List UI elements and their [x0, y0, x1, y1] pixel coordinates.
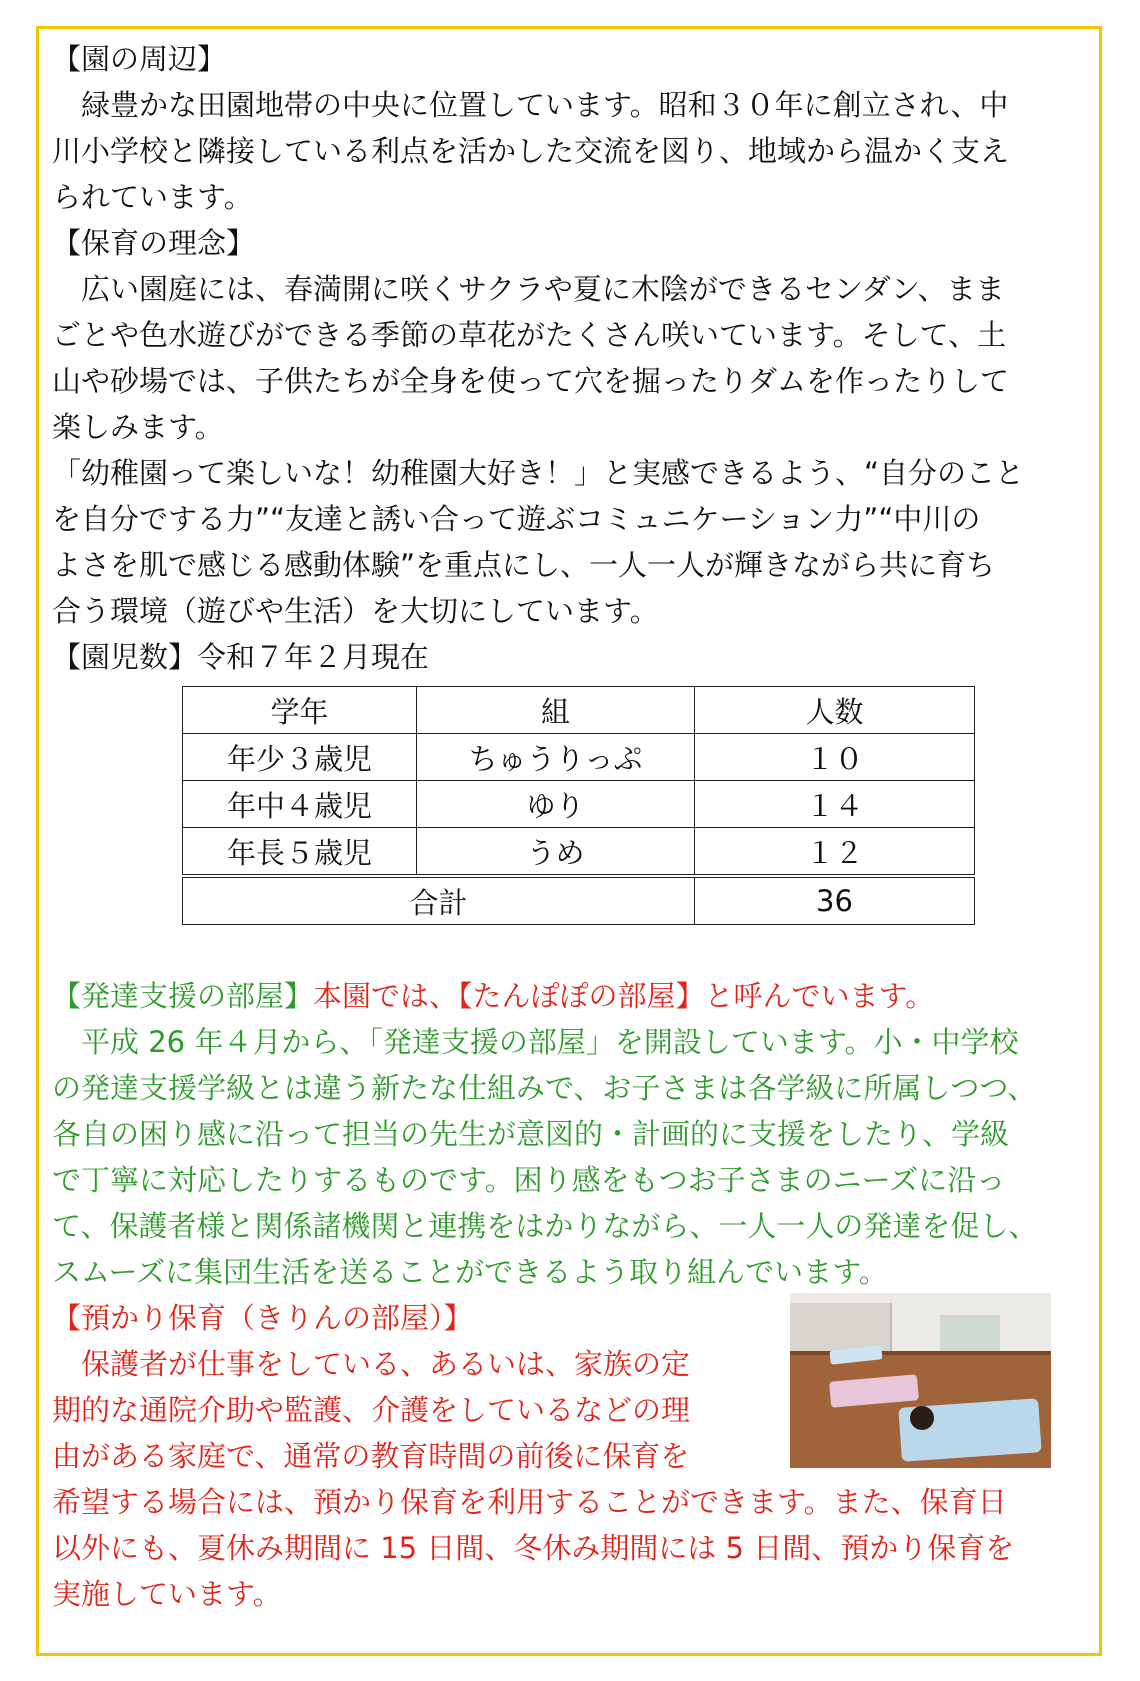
enrollment-table: [182, 686, 975, 925]
support-line: の発達支援学級とは違う新たな仕組みで、お子さまは各学級に所属しつつ、: [52, 1071, 1037, 1105]
philosophy-line: を自分でする力”“友達と誘い合って遊ぶコミュニケーション力”“中川の: [52, 502, 981, 536]
support-heading: 【発達支援の部屋】: [52, 979, 314, 1013]
enrollment-as-of: 令和７年２月現在: [197, 640, 430, 674]
support-line: スムーズに集団生活を送ることができるよう取り組んでいます。: [52, 1255, 888, 1289]
total-label: 合計: [183, 876, 695, 925]
support-heading-rest: 本園では、【たんぽぽの部屋】と呼んでいます。: [313, 979, 935, 1013]
photo-sleeping-child: [910, 1406, 934, 1430]
support-line: 平成 26 年４月から、「発達支援の部屋」を開設しています。小・中学校: [81, 1025, 1019, 1059]
childcare-line: 実施しています。: [52, 1577, 282, 1611]
support-line: で丁寧に対応したりするものです。困り感をもつお子さまのニーズに沿っ: [52, 1163, 1006, 1197]
childcare-line: 希望する場合には、預かり保育を利用することができます。また、保育日: [52, 1485, 1007, 1519]
column-header-class: 組: [417, 687, 695, 734]
philosophy-line: よさを肌で感じる感動体験”を重点にし、一人一人が輝きながら共に育ち: [52, 548, 996, 582]
grade-cell: 年長５歳児: [183, 828, 417, 877]
count-cell: １４: [695, 781, 975, 828]
surroundings-heading: 【園の周辺】: [52, 42, 227, 76]
philosophy-line: 合う環境（遊びや生活）を大切にしています。: [52, 594, 659, 628]
photo-nap-mat: [829, 1374, 919, 1408]
childcare-heading: 【預かり保育（きりんの部屋）】: [52, 1301, 473, 1335]
grade-cell: 年中４歳児: [183, 781, 417, 828]
column-header-count: 人数: [695, 687, 975, 734]
total-value: 36: [695, 876, 975, 925]
surroundings-line: 緑豊かな田園地帯の中央に位置しています。昭和３０年に創立され、中: [81, 88, 1009, 122]
philosophy-line: 広い園庭には、春満開に咲くサクラや夏に木陰ができるセンダン、まま: [81, 272, 1005, 306]
philosophy-line: 楽しみます。: [52, 410, 224, 444]
class-cell: ゆり: [417, 781, 695, 828]
grade-cell: 年少３歳児: [183, 734, 417, 781]
class-cell: ちゅうりっぷ: [417, 734, 695, 781]
enrollment-heading-line: [52, 634, 1096, 680]
support-line: 各自の困り感に沿って担当の先生が意図的・計画的に支援をしたり、学級: [52, 1117, 1010, 1151]
section-spacer: [52, 925, 1096, 973]
count-cell: １２: [695, 828, 975, 877]
support-line: て、保護者様と関係諸機関と連携をはかりながら、一人一人の発達を促し、: [52, 1209, 1038, 1243]
childcare-line: 保護者が仕事をしている、あるいは、家族の定: [81, 1347, 691, 1381]
photo-shelf: [790, 1303, 892, 1351]
support-heading-line: [52, 973, 1096, 1019]
childcare-line: 由がある家庭で、通常の教育時間の前後に保育を: [52, 1439, 690, 1473]
column-header-grade: 学年: [183, 687, 417, 734]
table-total-row: [183, 876, 975, 925]
photo-toy-box: [940, 1315, 1000, 1355]
table-row: [183, 734, 975, 781]
count-cell: １０: [695, 734, 975, 781]
surroundings-line: られています。: [52, 180, 253, 214]
table-row: [183, 828, 975, 877]
class-cell: うめ: [417, 828, 695, 877]
childcare-line: 期的な通院介助や監護、介護をしているなどの理: [52, 1393, 691, 1427]
philosophy-heading: 【保育の理念】: [52, 226, 256, 260]
surroundings-line: 川小学校と隣接している利点を活かした交流を図り、地域から温かく支え: [52, 134, 1010, 168]
childcare-line: 以外にも、夏休み期間に 15 日間、冬休み期間には 5 日間、預かり保育を: [52, 1531, 1015, 1565]
philosophy-line: 山や砂場では、子供たちが全身を使って穴を掘ったりダムを作ったりして: [52, 364, 1010, 398]
philosophy-line: ごとや色水遊びができる季節の草花がたくさん咲いています。そして、土: [52, 318, 1007, 352]
table-row: [183, 781, 975, 828]
nap-room-photo: [790, 1293, 1051, 1468]
enrollment-heading: 【園児数】: [52, 640, 198, 674]
philosophy-line: 「幼稚園って楽しいな！幼稚園大好き！」と実感できるよう、“自分のこと: [52, 456, 1025, 490]
table-header-row: [183, 687, 975, 734]
